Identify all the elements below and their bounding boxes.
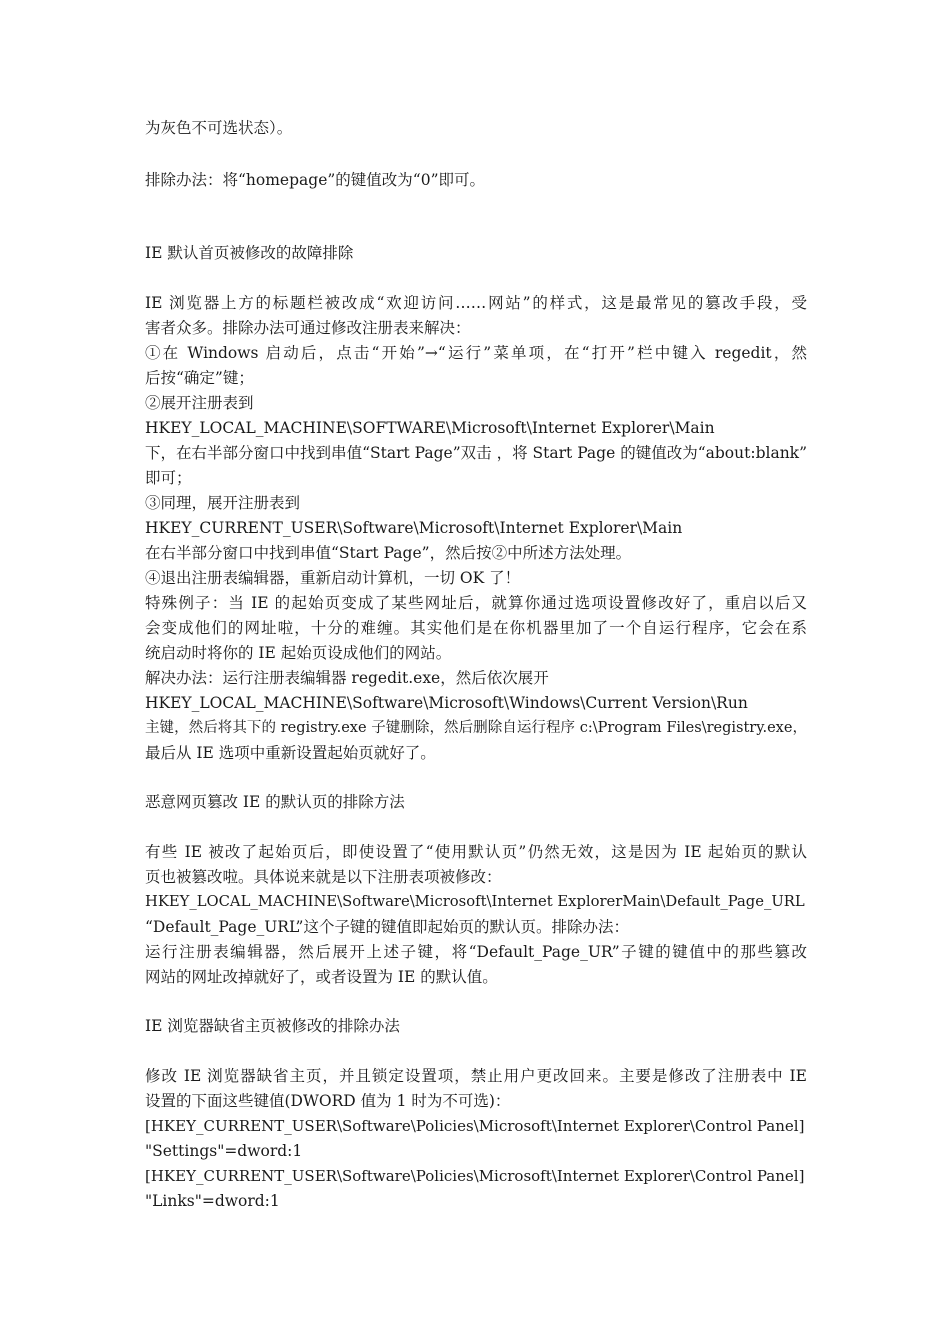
text-line: 恶意网页篡改 IE 的默认页的排除方法: [145, 793, 405, 811]
text-line: 下，在右半部分窗口中找到串值“Start Page”双击 ，将 Start Page 的键值改为“about:blank”: [145, 444, 807, 462]
text-line: HKEY_LOCAL_MACHINE\Software\Microsoft\Internet ExplorerMain\Default_Page_URL: [145, 893, 805, 910]
text-line: ①在 Windows 启动后，点击“开始”→“运行”菜单项，在“打开”栏中键入 regedit，然: [145, 344, 807, 362]
text-line: 特殊例子：当 IE 的起始页变成了某些网址后，就算你通过选项设置修改好了，重启以后又: [145, 594, 807, 612]
text-line: 即可；: [145, 469, 192, 487]
text-line: 后按“确定”键；: [145, 369, 254, 387]
text-line: "Links"=dword:1: [145, 1192, 280, 1210]
text-line: IE 默认首页被修改的故障排除: [145, 244, 354, 262]
text-line: 在右半部分窗口中找到串值“Start Page”，然后按②中所述方法处理。: [145, 544, 632, 562]
text-line: 解决办法：运行注册表编辑器 regedit.exe，然后依次展开: [145, 669, 549, 687]
text-line: 页也被篡改啦。具体说来就是以下注册表项被修改：: [145, 868, 502, 886]
text-line: 会变成他们的网址啦，十分的难缠。其实他们是在你机器里加了一个自运行程序，它会在系: [145, 619, 807, 637]
text-line: ②展开注册表到: [145, 394, 254, 412]
text-line: 排除办法：将“homepage”的键值改为“0”即可。: [145, 171, 486, 189]
text-line: ④退出注册表编辑器，重新启动计算机，一切 OK 了！: [145, 569, 521, 587]
text-line: IE 浏览器上方的标题栏被改成“欢迎访问……网站”的样式，这是最常见的篡改手段，受: [145, 294, 807, 312]
text-line: “Default_Page_URL”这个子键的键值即起始页的默认页。排除办法：: [145, 918, 629, 936]
text-line: 设置的下面这些键值(DWORD 值为 1 时为不可选)：: [145, 1092, 511, 1110]
text-line: 主键，然后将其下的 registry.exe 子键删除，然后删除自运行程序 c:\Program Files\registry.exe，: [145, 720, 807, 736]
text-line: 最后从 IE 选项中重新设置起始页就好了。: [145, 744, 436, 762]
text-line: 修改 IE 浏览器缺省主页，并且锁定设置项，禁止用户更改回来。主要是修改了注册表中 IE: [145, 1067, 807, 1085]
text-line: HKEY_LOCAL_MACHINE\SOFTWARE\Microsoft\Internet Explorer\Main: [145, 419, 715, 437]
text-line: 有些 IE 被改了起始页后，即使设置了“使用默认页”仍然无效，这是因为 IE 起始页的默认: [145, 843, 807, 861]
text-line: IE 浏览器缺省主页被修改的排除办法: [145, 1017, 400, 1035]
text-line: 害者众多。排除办法可通过修改注册表来解决：: [145, 319, 471, 337]
text-line: 运行注册表编辑器，然后展开上述子键，将“Default_Page_UR”子键的键值中的那些篡改: [145, 943, 807, 961]
text-line: 网站的网址改掉就好了，或者设置为 IE 的默认值。: [145, 968, 498, 986]
text-line: 为灰色不可选状态）。: [145, 119, 293, 137]
text-line: [HKEY_CURRENT_USER\Software\Policies\Microsoft\Internet Explorer\Control Panel]: [145, 1167, 805, 1185]
text-line: ③同理，展开注册表到: [145, 494, 301, 512]
text-line: HKEY_CURRENT_USER\Software\Microsoft\Internet Explorer\Main: [145, 519, 683, 537]
text-line: [HKEY_CURRENT_USER\Software\Policies\Microsoft\Internet Explorer\Control Panel]: [145, 1117, 805, 1135]
text-line: "Settings"=dword:1: [145, 1142, 303, 1160]
text-line: HKEY_LOCAL_MACHINE\Software\Microsoft\Windows\Current Version\Run: [145, 694, 748, 712]
text-line: 统启动时将你的 IE 起始页设成他们的网站。: [145, 644, 452, 662]
